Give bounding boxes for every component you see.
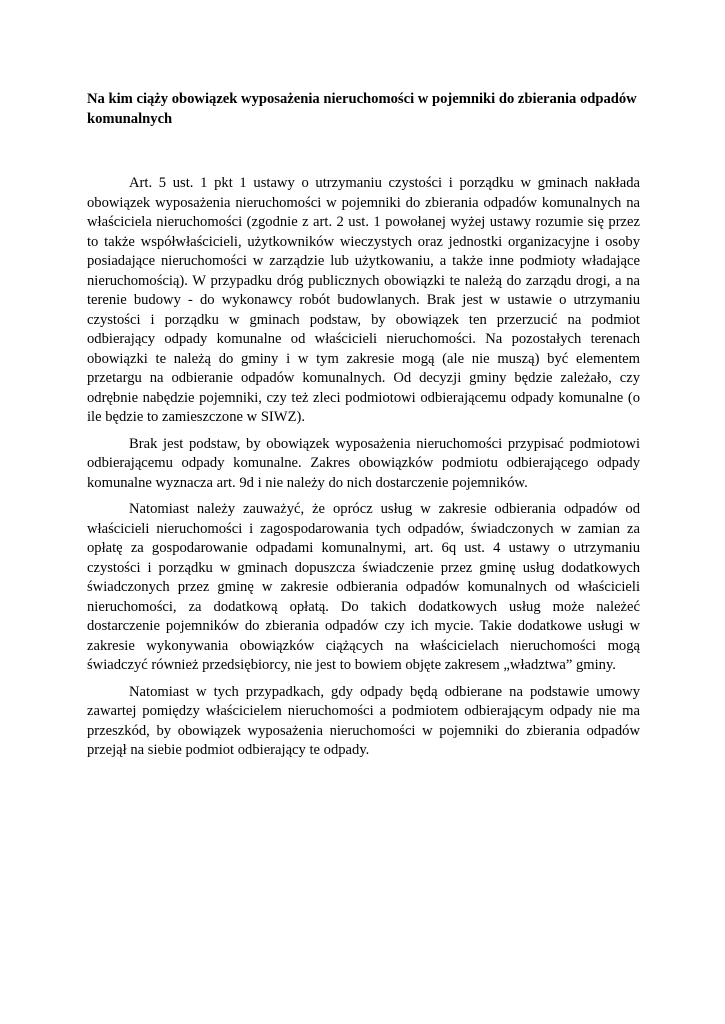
document-title: Na kim ciąży obowiązek wyposażenia nieruchomości w pojemniki do zbierania odpadów komunalnych (87, 91, 637, 127)
document-body (87, 90, 640, 768)
paragraph-art-5: Art. 5 ust. 1 pkt 1 ustawy o utrzymaniu czystości i porządku w gminach nakłada obowiązek wyposażenia nieruchomości w pojemniki do zbierania odpadów komunalnych na właściciela nieruchomości (zgodnie z art. 2 ust. 1 powołanej wyżej ustawy rozumie się przez to także współwłaścicieli, użytkowników wieczystych oraz jednostki organizacyjne i osoby posiadające nieruchomości w zarządzie lub użytkowaniu, a także inne podmioty władające nieruchomością). W przypadku dróg publicznych obowiązki te należą do zarządu drogi, a na terenie budowy - do wykonawcy robót budowlanych. Brak jest w ustawie o utrzymaniu czystości i porządku w gminach podstaw, by obowiązek ten przerzucić na podmiot odbierający odpady komunalne od właścicieli nieruchomości. Na pozostałych terenach obowiązki te należą do gminy i w tym zakresie mogą (ale nie muszą) być elementem przetargu na odbieranie odpadów komunalnych. Od decyzji gminy będzie zależało, czy odrębnie nabędzie pojemniki, czy też zleci podmiotowi odbierającemu odpady komunalne (o ile będzie to zamieszczone w SIWZ). (87, 175, 640, 425)
paragraph-additional-services: Natomiast należy zauważyć, że oprócz usług w zakresie odbierania odpadów od właścicieli nieruchomości i zagospodarowania tych odpadów, świadczonych w zamian za opłatę za gospodarowanie odpadami komunalnymi, art. 6q ust. 4 ustawy o utrzymaniu czystości i porządku w gminach dopuszcza świadczenie przez gminę usług dodatkowych świadczonych przez gminę w zakresie odbierania odpadów komunalnych od właścicieli nieruchomości, za dodatkową opłatą. Do takich dodatkowych usług może należeć dostarczenie pojemników do zbierania odpadów czy ich mycie. Takie dodatkowe usługi w zakresie wykonywania obowiązków ciążących na właścicielach nieruchomości mogą świadczyć również przedsiębiorcy, nie jest to bowiem objęte zakresem „władztwa” gminy. (87, 501, 640, 673)
paragraph-no-basis: Brak jest podstaw, by obowiązek wyposażenia nieruchomości przypisać podmiotowi odbierającemu odpady komunalne. Zakres obowiązków podmiotu odbierającego odpady komunalne wyznacza art. 9d i nie należy do nich dostarczenie pojemników. (87, 435, 640, 491)
paragraph-contract-cases: Natomiast w tych przypadkach, gdy odpady będą odbierane na podstawie umowy zawartej pomiędzy właścicielem nieruchomości a podmiotem odbierającym odpady nie ma przeszkód, by obowiązek wyposażenia nieruchomości w pojemniki do zbierania odpadów przejął na siebie podmiot odbierający te odpady. (87, 683, 640, 758)
